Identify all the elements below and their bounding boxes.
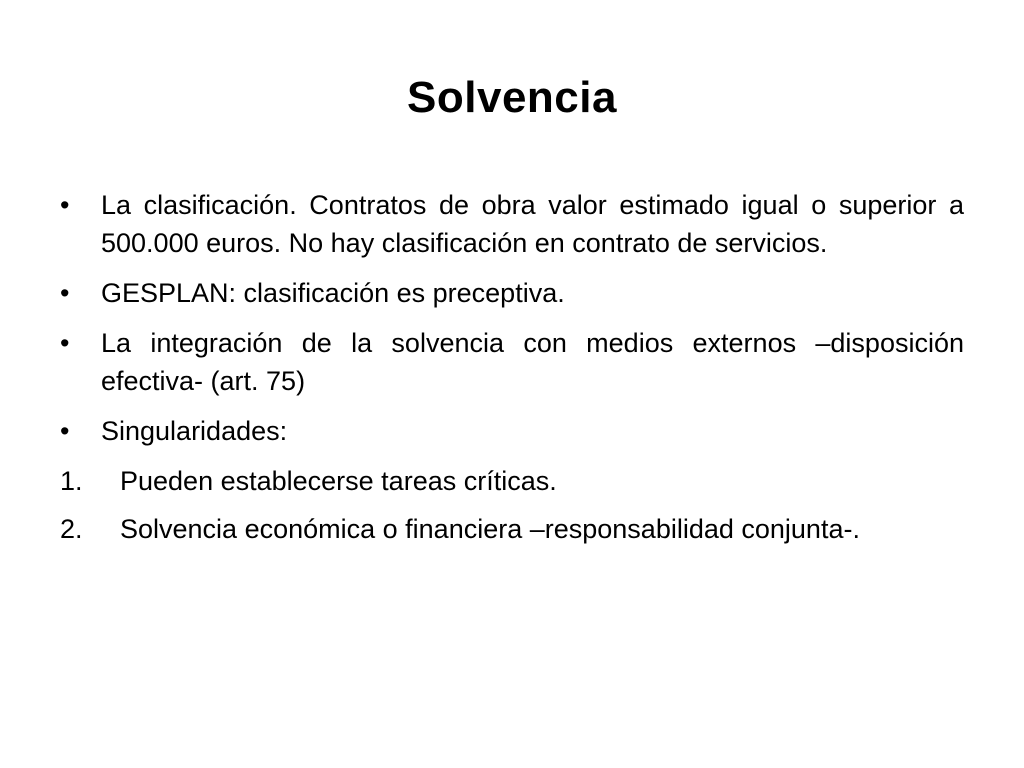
number-marker: 1.	[60, 466, 83, 496]
slide-title: Solvencia	[407, 73, 617, 122]
bullet-marker: •	[60, 328, 70, 358]
bullet-marker: •	[60, 190, 70, 220]
bullet-text: La integración de la solvencia con medios externos –disposición efectiva- (art. 75)	[101, 328, 964, 396]
bullet-text: Singularidades:	[101, 416, 288, 446]
bullet-item	[60, 412, 964, 450]
bullet-text: La clasificación. Contratos de obra valor estimado igual o superior a 500.000 euros. No hay clasificación en contrato de servicios.	[101, 190, 964, 258]
slide-body	[60, 186, 964, 558]
number-marker: 2.	[60, 514, 83, 544]
bullet-marker: •	[60, 278, 70, 308]
bullet-item	[60, 274, 964, 312]
bullet-item	[60, 324, 964, 400]
numbered-item	[60, 510, 964, 548]
numbered-text: Solvencia económica o financiera –responsabilidad conjunta-.	[120, 514, 860, 544]
bullet-marker: •	[60, 416, 70, 446]
bullet-text: GESPLAN: clasificación es preceptiva.	[101, 278, 565, 308]
numbered-text: Pueden establecerse tareas críticas.	[120, 466, 557, 496]
numbered-item	[60, 462, 964, 500]
bullet-item	[60, 186, 964, 262]
